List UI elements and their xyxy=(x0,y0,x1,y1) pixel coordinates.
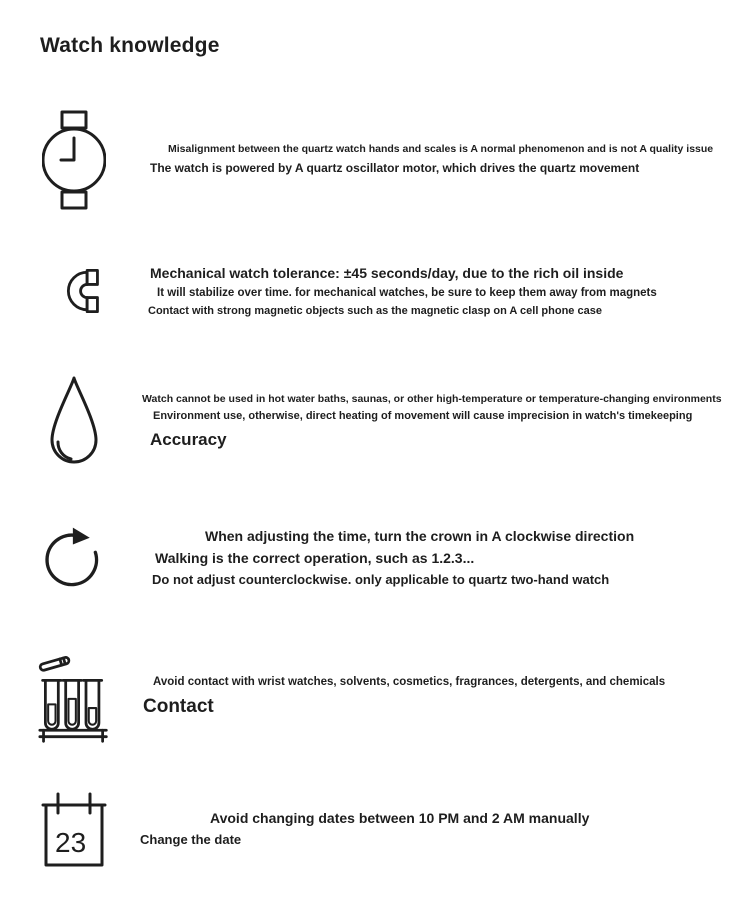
text-line: The watch is powered by A quartz oscillator motor, which drives the quartz movement xyxy=(150,161,640,176)
quartz-text-block xyxy=(110,140,750,180)
text-line: Environment use, otherwise, direct heating of movement will cause imprecision in watch's timekeeping xyxy=(153,410,693,423)
magnet-icon xyxy=(38,261,110,321)
temperature-text-block xyxy=(110,389,750,455)
text-line: Avoid contact with wrist watches, solvents, cosmetics, fragrances, detergents, and chemicals xyxy=(153,675,666,688)
text-line: Watch cannot be used in hot water baths, saunas, or other high-temperature or temperature-changing environments xyxy=(142,392,722,405)
text-line: Walking is the correct operation, such as 1.2.3... xyxy=(155,550,475,567)
water-drop-icon-svg xyxy=(44,372,104,472)
section-temperature-accuracy xyxy=(0,372,750,472)
calendar-day: 23 xyxy=(55,826,87,858)
text-line: When adjusting the time, turn the crown in A clockwise direction xyxy=(205,527,635,544)
magnet-icon-svg xyxy=(44,261,104,321)
text-line: It will stabilize over time. for mechanical watches, be sure to keep them away from magnets xyxy=(157,287,657,300)
text-line: Change the date xyxy=(140,831,242,847)
section-change-date xyxy=(0,789,750,869)
calendar-icon xyxy=(38,789,110,869)
text-line: Contact with strong magnetic objects such as the magnetic clasp on A cell phone case xyxy=(148,305,602,318)
section-magnetism xyxy=(0,260,750,323)
water-drop-icon xyxy=(38,372,110,472)
watch-icon xyxy=(38,110,110,210)
date-text-block xyxy=(110,806,750,853)
section-keyword: Contact xyxy=(143,695,214,717)
clockwise-arrow-icon-svg xyxy=(38,519,110,597)
watch-icon-svg xyxy=(42,110,106,210)
text-line: Avoid changing dates between 10 PM and 2 AM manually xyxy=(210,810,590,827)
magnetism-text-block xyxy=(110,260,750,323)
calendar-icon-svg xyxy=(41,789,107,869)
text-line: Mechanical watch tolerance: ±45 seconds/day, due to the rich oil inside xyxy=(150,264,624,281)
text-line: Misalignment between the quartz watch hands and scales is A normal phenomenon and is not A quality issue xyxy=(168,143,714,156)
section-time-setting xyxy=(0,519,750,597)
text-line: Do not adjust counterclockwise. only applicable to quartz two-hand watch xyxy=(152,572,610,588)
time-setting-text-block xyxy=(110,523,750,592)
test-tubes-icon-svg xyxy=(38,647,110,747)
section-quartz-movement xyxy=(0,110,750,210)
test-tubes-icon xyxy=(38,647,110,747)
section-chemical-contact xyxy=(0,647,750,747)
section-keyword: Accuracy xyxy=(150,429,227,449)
page-title: Watch knowledge xyxy=(40,34,220,57)
chemical-text-block xyxy=(110,671,750,723)
clockwise-arrow-icon xyxy=(38,519,110,597)
